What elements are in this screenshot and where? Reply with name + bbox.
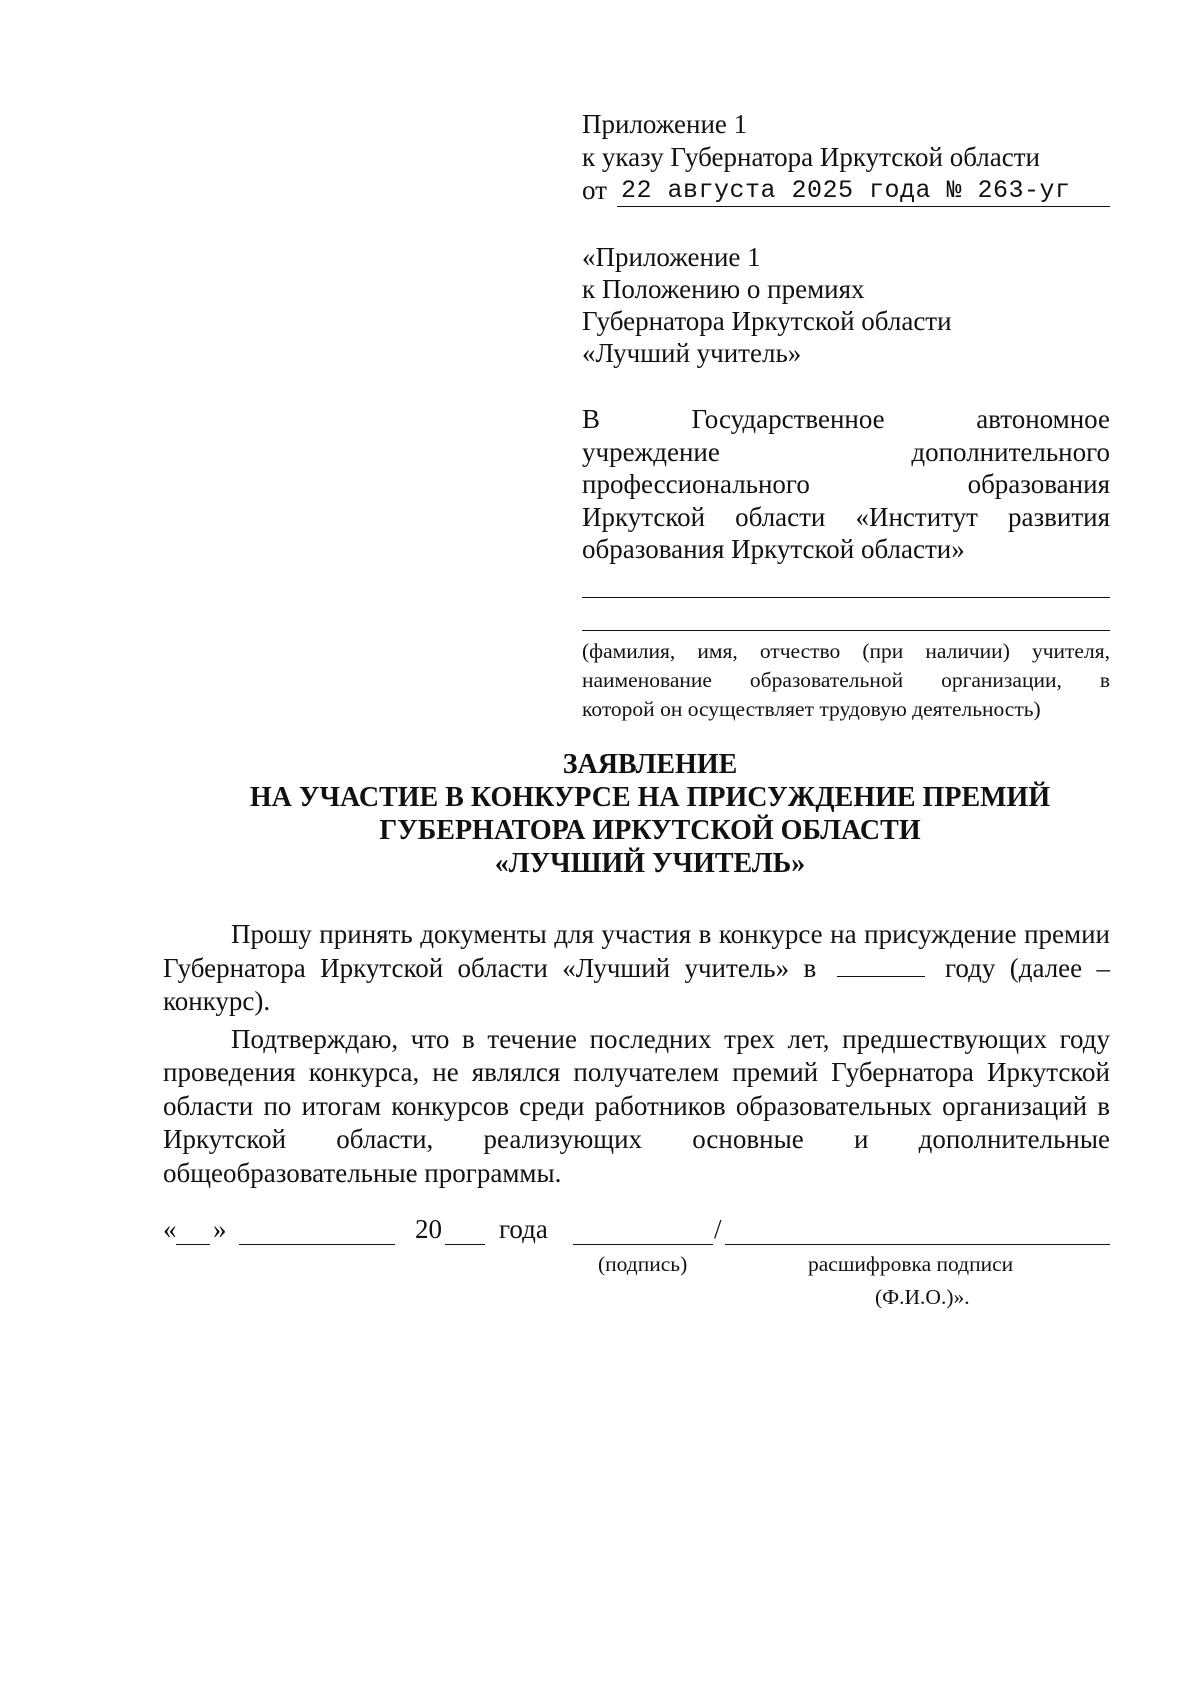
- request-text: Прошу принять документы для участия в конкурсе на присуждение премии Губернатора Иркутской области «Лучший учитель» в: [163, 919, 1110, 983]
- signature-row: [163, 1214, 1110, 1254]
- word: в: [1099, 668, 1110, 692]
- year-word: года: [499, 1214, 548, 1244]
- word: автономное: [976, 404, 1110, 434]
- signature-blank[interactable]: [573, 1214, 713, 1245]
- title-line: ГУБЕРНАТОРА ИРКУТСКОЙ ОБЛАСТИ: [379, 815, 921, 846]
- regulation-ref-line: Губернатора Иркутской области: [582, 306, 952, 336]
- word: Государственное: [691, 404, 885, 434]
- slash: /: [714, 1214, 722, 1244]
- addressee-line: [582, 468, 1110, 501]
- regulation-ref-line: «Лучший учитель»: [582, 338, 802, 368]
- word: дополнительного: [911, 436, 1110, 467]
- paragraph-confirmation: Подтверждаю, что в течение последних трех лет, предшествующих году проведения конкурса, не являлся получателем премий Губернатора Иркутской области по итогам конкурсов среди работников образовательных организаций в Иркутской области, реализующих основные и дополнительные общеобразовательные программы.: [163, 1023, 1110, 1188]
- title-line: НА УЧАСТИЕ В КОНКУРСЕ НА ПРИСУЖДЕНИЕ ПРЕМИЙ: [249, 782, 1051, 813]
- decree-date-line: [582, 174, 1110, 207]
- word: отчество: [759, 639, 841, 663]
- word: профессионального: [582, 469, 810, 499]
- word: образования: [967, 469, 1110, 499]
- caption-decode: расшифровка подписи: [808, 1252, 1014, 1276]
- addressee-line: [582, 403, 1110, 436]
- regulation-reference: [582, 241, 1110, 369]
- appendix-header: [582, 108, 1110, 207]
- word: образовательной: [749, 668, 904, 692]
- addressee-line: образования Иркутской области»: [582, 534, 965, 564]
- note-line: [582, 666, 1110, 695]
- appendix-to-decree: к указу Губернатора Иркутской области: [582, 142, 1040, 172]
- quote-open: «: [163, 1214, 177, 1244]
- request-text-end: году (далее – конкурс).: [163, 952, 1111, 1016]
- year-blank[interactable]: [837, 954, 925, 977]
- year-digits-blank[interactable]: [445, 1214, 485, 1245]
- word: области: [735, 501, 826, 532]
- regulation-ref-line: к Положению о премиях: [582, 274, 865, 304]
- addressee-block: [582, 403, 1110, 566]
- word: организации,: [941, 668, 1062, 692]
- note-line: [582, 637, 1110, 666]
- month-blank[interactable]: [239, 1214, 395, 1245]
- word: учителя,: [1031, 639, 1110, 663]
- addressee-line: [582, 436, 1110, 469]
- date-prefix: от: [582, 175, 607, 205]
- paragraph-request: [163, 918, 1110, 1019]
- word: (фамилия,: [582, 639, 676, 663]
- word: наличии): [925, 639, 1010, 663]
- title-line: ЗАЯВЛЕНИЕ: [562, 749, 738, 780]
- applicant-blank-line[interactable]: [582, 597, 1110, 598]
- word: (при: [862, 639, 904, 663]
- regulation-ref-line: «Приложение 1: [582, 242, 761, 272]
- decree-date-number: 22 августа 2025 года № 263-уг: [617, 176, 1110, 207]
- title-line: «ЛУЧШИЙ УЧИТЕЛЬ»: [494, 848, 806, 879]
- note-line: которой он осуществляет трудовую деятельность): [582, 697, 1041, 721]
- document-title: [150, 748, 1150, 880]
- word: учреждение: [582, 436, 720, 467]
- word: наименование: [582, 668, 712, 692]
- applicant-blank-line[interactable]: [582, 630, 1110, 631]
- quote-close: »: [213, 1214, 227, 1244]
- applicant-note: [582, 637, 1110, 724]
- appendix-title: Приложение 1: [582, 109, 748, 139]
- day-blank[interactable]: [176, 1214, 210, 1245]
- word: В: [582, 404, 601, 434]
- year-prefix: 20: [415, 1214, 442, 1244]
- word: развития: [1007, 501, 1110, 532]
- caption-signature: (подпись): [598, 1252, 688, 1276]
- word: имя,: [697, 639, 738, 663]
- signature-decoding-blank[interactable]: [725, 1214, 1110, 1245]
- addressee-line: [582, 501, 1110, 534]
- application-body: [163, 918, 1110, 1190]
- word: «Институт: [855, 501, 978, 532]
- caption-fio: (Ф.И.О.)».: [875, 1285, 970, 1309]
- word: Иркутской: [582, 501, 706, 532]
